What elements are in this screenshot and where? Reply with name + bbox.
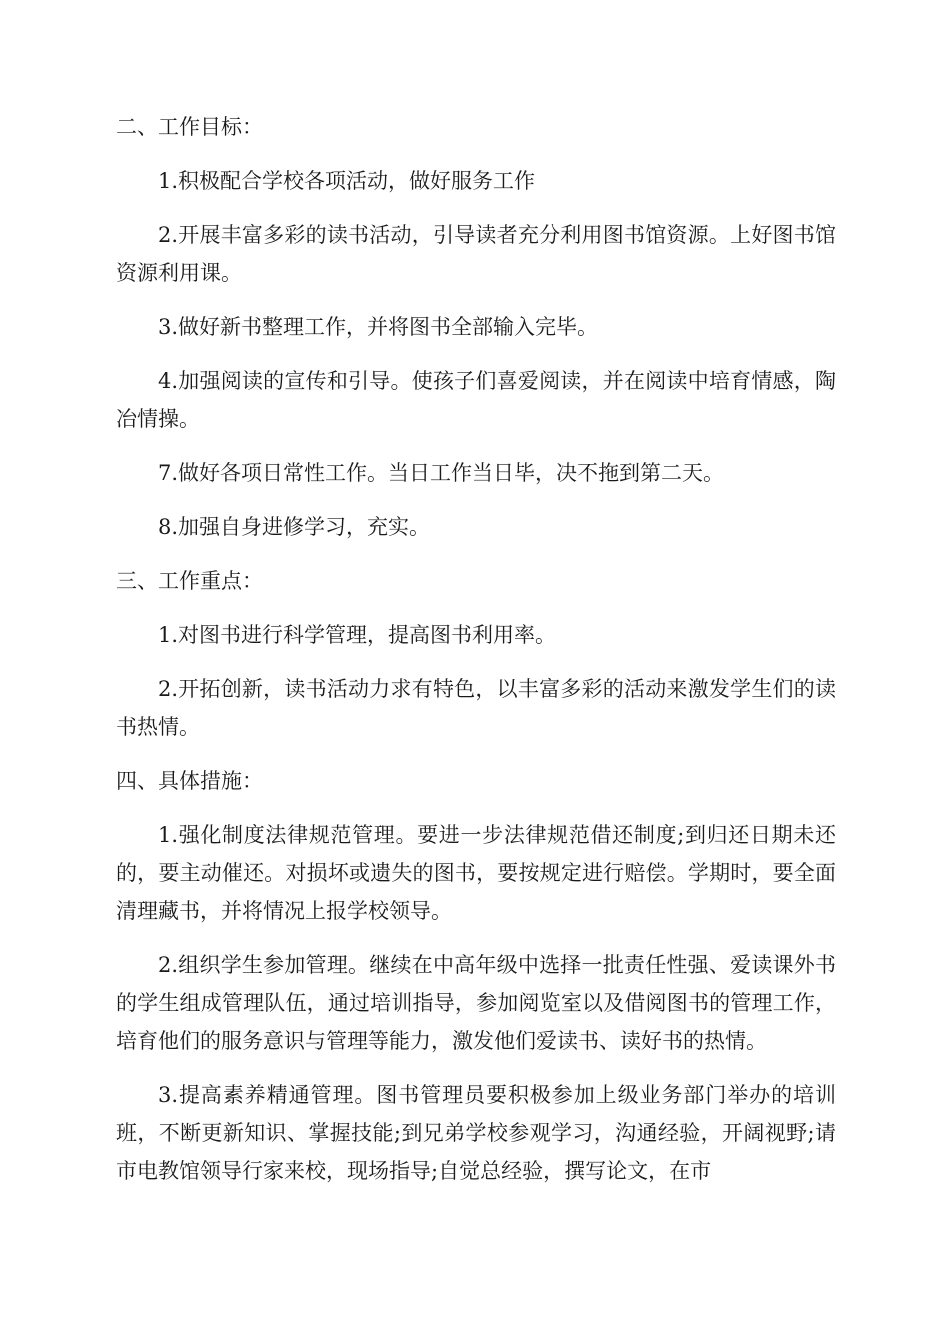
goal-item-4: 4.加强阅读的宣传和引导。使孩子们喜爱阅读，并在阅读中培育情感，陶冶情操。 bbox=[116, 369, 836, 431]
goal-item-1: 1.积极配合学校各项活动，做好服务工作 bbox=[158, 169, 536, 193]
goal-item-3: 3.做好新书整理工作，并将图书全部输入完毕。 bbox=[158, 315, 599, 339]
measure-item-2: 2.组织学生参加管理。继续在中高年级中选择一批责任性强、爱读课外书的学生组成管理队伍，通过培训指导，参加阅览室以及借阅图书的管理工作，培育他们的服务意识与管理等能力，激发他们爱读书、读好书的热情。 bbox=[116, 953, 836, 1053]
measure-item-1: 1.强化制度法律规范管理。要进一步法律规范借还制度;到归还日期未还的，要主动催还。对损坏或遗失的图书，要按规定进行赔偿。学期时，要全面清理藏书，并将情况上报学校领导。 bbox=[116, 823, 836, 923]
heading-measures: 四、具体措施： bbox=[116, 769, 263, 793]
focus-item-2: 2.开拓创新，读书活动力求有特色，以丰富多彩的活动来激发学生们的读书热情。 bbox=[116, 677, 836, 739]
measure-item-3: 3.提高素养精通管理。图书管理员要积极参加上级业务部门举办的培训班，不断更新知识、掌握技能;到兄弟学校参观学习，沟通经验，开阔视野;请市电教馆领导行家来校，现场指导;自觉总经验，撰写论文，在市 bbox=[116, 1083, 836, 1183]
goal-item-8: 8.加强自身进修学习，充实。 bbox=[158, 515, 431, 539]
heading-work-focus: 三、工作重点： bbox=[116, 569, 263, 593]
goal-item-7: 7.做好各项日常性工作。当日工作当日毕，决不拖到第二天。 bbox=[158, 461, 725, 485]
focus-item-1: 1.对图书进行科学管理，提高图书利用率。 bbox=[158, 623, 557, 647]
goal-item-2: 2.开展丰富多彩的读书活动，引导读者充分利用图书馆资源。上好图书馆资源利用课。 bbox=[116, 223, 836, 285]
heading-work-goals: 二、工作目标： bbox=[116, 115, 263, 139]
